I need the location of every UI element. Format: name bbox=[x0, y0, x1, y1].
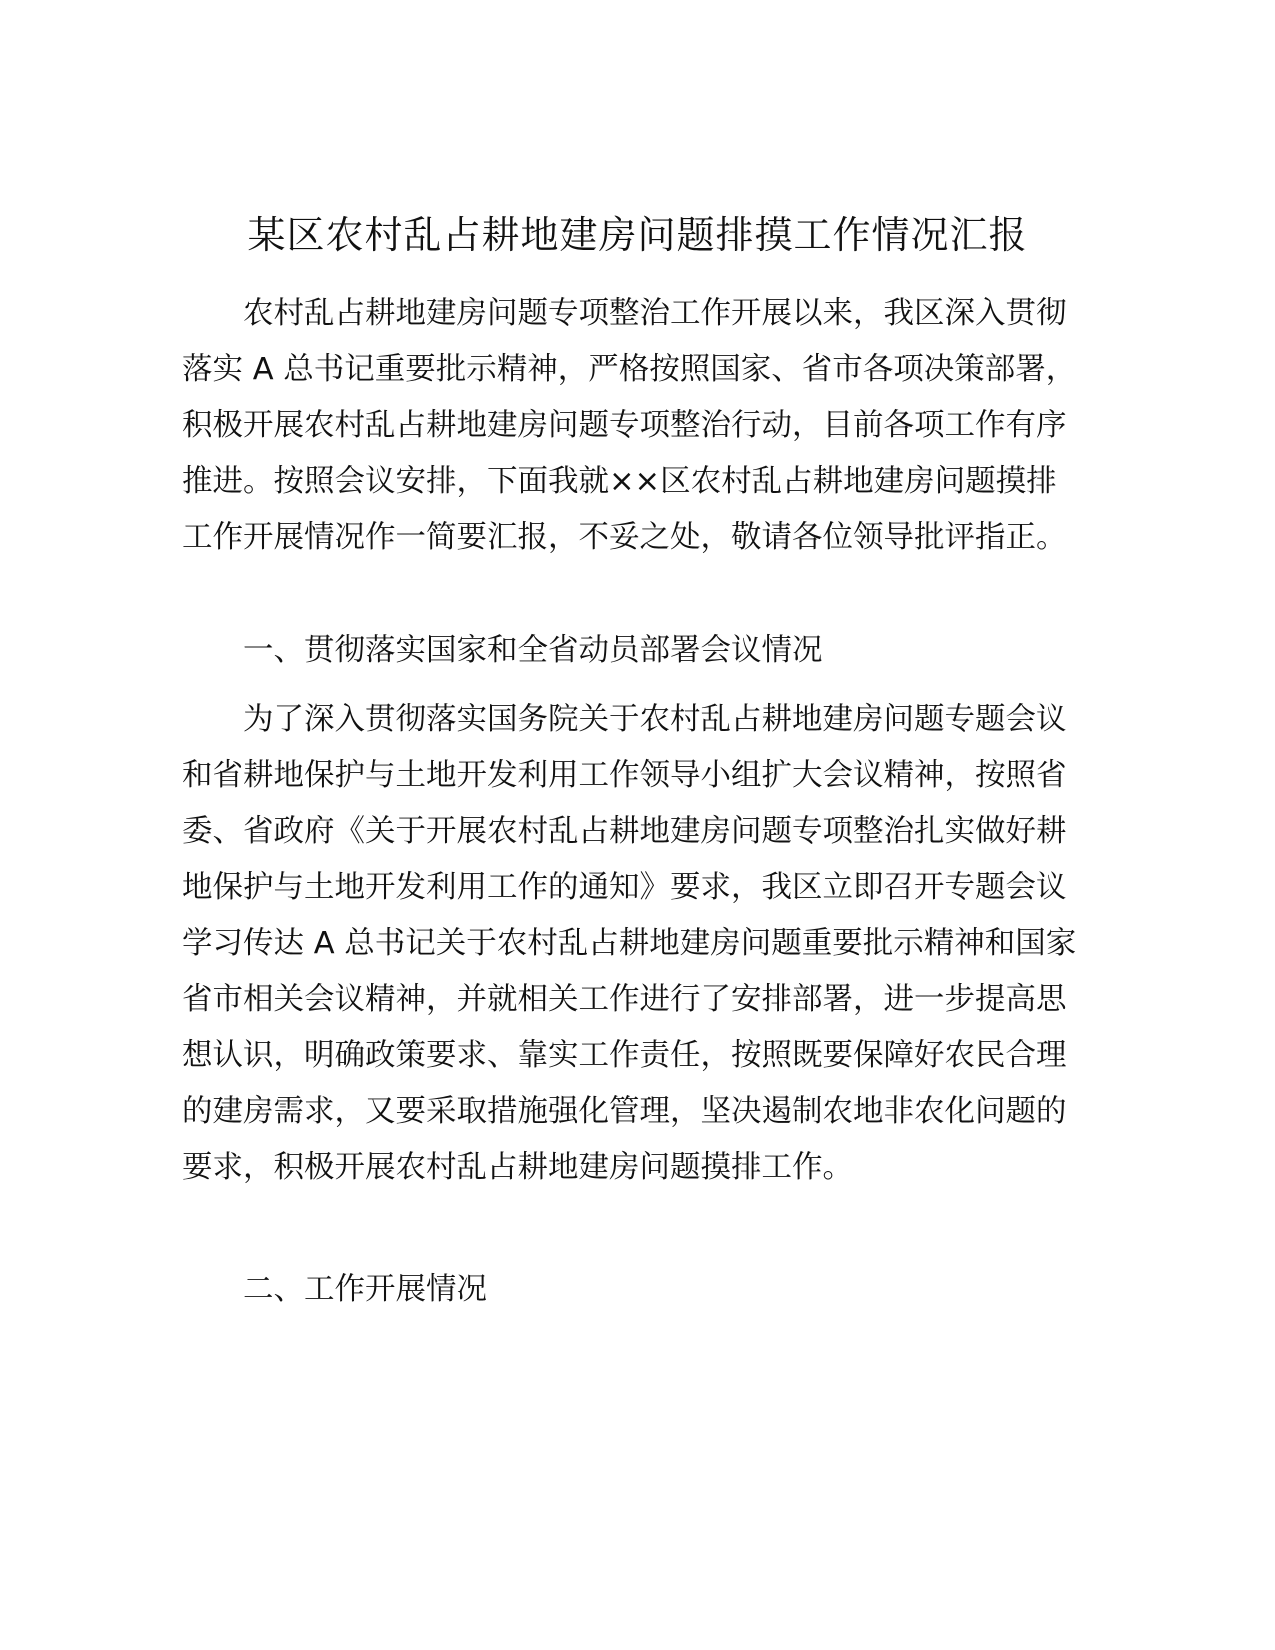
section-heading-2: 二、工作开展情况 bbox=[243, 1272, 487, 1307]
section-heading-1: 一、贯彻落实国家和全省动员部署会议情况 bbox=[243, 633, 823, 668]
intro-paragraph: 农村乱占耕地建房问题专项整治工作开展以来，我区深入贯彻落实 A 总书记重要批示精神，严格按照国家、省市各项决策部署，积极开展农村乱占耕地建房问题专项整治行动，目前各项工作有序推进。按照会议安排，下面我就××区农村乱占耕地建房问题摸排工作开展情况作一简要汇报，不妥之处，敬请各位领导批评指正。 bbox=[182, 296, 1077, 555]
document-title: 某区农村乱占耕地建房问题排摸工作情况汇报 bbox=[247, 213, 1028, 257]
section-1-paragraph: 为了深入贯彻落实国务院关于农村乱占耕地建房问题专题会议和省耕地保护与土地开发利用工作领导小组扩大会议精神，按照省委、省政府《关于开展农村乱占耕地建房问题专项整治扎实做好耕地保护与土地开发利用工作的通知》要求，我区立即召开专题会议学习传达 A 总书记关于农村乱占耕地建房问题重要批示精神和国家省市相关会议精神，并就相关工作进行了安排部署，进一步提高思想认识，明确政策要求、靠实工作责任，按照既要保障好农民合理的建房需求，又要采取措施强化管理，坚决遏制农地非农化问题的要求，积极开展农村乱占耕地建房问题摸排工作。 bbox=[182, 702, 1077, 1185]
